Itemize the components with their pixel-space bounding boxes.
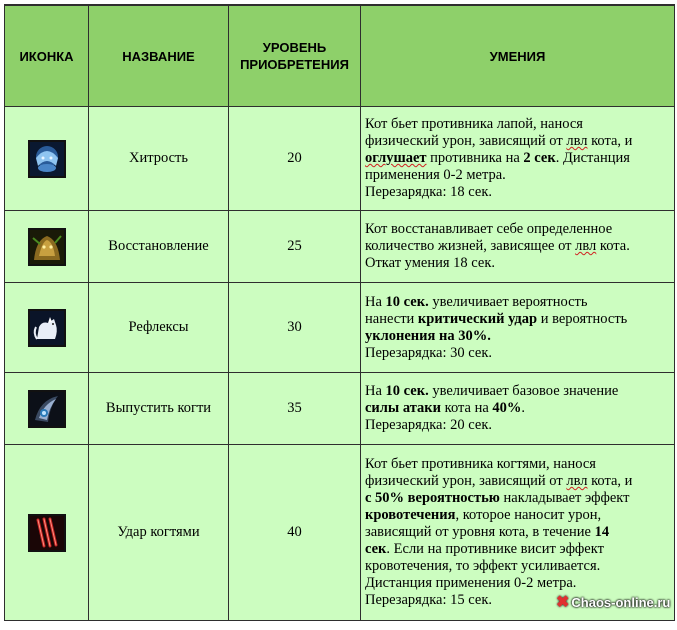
watermark-text: Chaos-online.ru <box>571 594 671 610</box>
description-segment: Откат умения 18 сек. <box>365 255 495 271</box>
description-line <box>365 400 670 417</box>
description-segment: На <box>365 293 386 310</box>
skill-name: Хитрость <box>89 107 229 211</box>
description-line <box>365 184 670 201</box>
description-segment: Перезарядка: 18 сек. <box>365 184 492 200</box>
description-segment: увеличивает вероятность <box>428 293 588 310</box>
description-segment: 14 <box>594 524 610 540</box>
description-line <box>365 383 670 400</box>
header-skills: УМЕНИЯ <box>361 5 675 107</box>
description-segment: лвл <box>566 133 588 149</box>
description-segment: Перезарядка: 30 сек. <box>365 344 492 361</box>
description-line <box>365 345 670 362</box>
description-line <box>365 294 670 311</box>
description-line <box>365 238 670 255</box>
description-segment: количество жизней, зависящее от <box>365 238 576 254</box>
skill-name: Удар когтями <box>89 445 229 621</box>
description-segment: лвл <box>575 238 597 254</box>
skill-level: 20 <box>229 107 361 211</box>
description-segment: увеличивает базовое значение <box>428 383 619 399</box>
description-segment: кровотечения, то эффект усиливается. <box>365 558 601 574</box>
skill-description <box>361 283 675 373</box>
watermark <box>556 592 670 612</box>
description-segment: зависящий от уровня кота, в течение <box>365 524 595 540</box>
description-line <box>365 575 670 592</box>
description-segment: Перезарядка: 20 сек. <box>365 417 492 433</box>
description-segment: физический урон, зависящий от <box>365 473 567 489</box>
skill-name: Восстановление <box>89 211 229 283</box>
header-icon: ИКОНКА <box>5 5 89 107</box>
skill-level: 30 <box>229 283 361 373</box>
skill-name: Рефлексы <box>89 283 229 373</box>
description-segment: 10 сек. <box>385 293 429 310</box>
description-segment: кровотечения <box>365 507 456 523</box>
description-line <box>365 133 670 150</box>
description-line <box>365 456 670 473</box>
description-segment: Кот восстанавливает себе определенное <box>365 221 613 237</box>
description-line <box>365 507 670 524</box>
skill-description <box>361 107 675 211</box>
description-segment: Перезарядка: 15 сек. <box>365 592 492 608</box>
skill-level: 35 <box>229 373 361 445</box>
description-segment: накладывает эффект <box>499 490 630 506</box>
description-segment: сек <box>365 541 387 557</box>
description-segment: с 50% вероятностью <box>365 490 500 506</box>
description-line <box>365 417 670 434</box>
description-line <box>365 255 670 272</box>
skill-name: Выпустить когти <box>89 373 229 445</box>
description-segment: оглушает <box>365 150 427 166</box>
description-line <box>365 328 670 345</box>
description-segment: кота на <box>441 400 493 416</box>
table-row <box>5 107 675 211</box>
white-cat-icon <box>28 309 66 347</box>
description-segment: 40% <box>492 400 522 416</box>
golden-beast-icon <box>28 228 66 266</box>
header-row <box>5 5 675 107</box>
claw-blade-icon <box>28 390 66 428</box>
description-line <box>365 541 670 558</box>
x-logo-icon: ✖ <box>556 594 570 611</box>
description-segment: и вероятность <box>537 310 628 327</box>
description-segment: . <box>521 400 526 416</box>
description-segment: . Если на противнике висит эффект <box>386 541 604 557</box>
icon-cell <box>5 211 89 283</box>
description-segment: Дистанция применения 0-2 метра. <box>365 575 577 591</box>
description-segment: На <box>365 383 386 399</box>
description-line <box>365 116 670 133</box>
description-segment: кота. <box>596 238 630 254</box>
skill-level: 25 <box>229 211 361 283</box>
description-segment: 10 сек. <box>385 383 429 399</box>
description-segment: противника на <box>426 150 524 166</box>
description-line <box>365 167 670 184</box>
description-segment: , которое наносит урон, <box>455 507 602 523</box>
icon-cell <box>5 283 89 373</box>
description-segment: Кот бьет противника когтями, нанося <box>365 456 596 472</box>
blue-helmet-spirit-icon <box>28 140 66 178</box>
description-line <box>365 473 670 490</box>
icon-cell <box>5 445 89 621</box>
skills-table <box>4 4 675 621</box>
description-segment: критический удар <box>417 310 538 327</box>
description-line <box>365 524 670 541</box>
description-line <box>365 311 670 328</box>
skill-description <box>361 373 675 445</box>
description-segment: 2 сек <box>523 150 556 166</box>
description-line <box>365 490 670 507</box>
skill-description <box>361 211 675 283</box>
description-segment: Кот бьет противника лапой, нанося <box>365 116 583 132</box>
icon-cell <box>5 107 89 211</box>
description-line <box>365 221 670 238</box>
header-name: НАЗВАНИЕ <box>89 5 229 107</box>
description-segment: применения 0-2 метра. <box>365 167 506 183</box>
icon-cell <box>5 373 89 445</box>
description-segment: физический урон, зависящий от <box>365 133 567 149</box>
description-segment: кота, и <box>587 473 633 489</box>
description-segment: нанести <box>365 310 418 327</box>
description-line <box>365 558 670 575</box>
table-row <box>5 283 675 373</box>
description-segment: силы атаки <box>365 400 442 416</box>
description-segment: лвл <box>566 473 588 489</box>
red-claw-slash-icon <box>28 514 66 552</box>
table-row <box>5 211 675 283</box>
skill-level: 40 <box>229 445 361 621</box>
header-level: УРОВЕНЬ ПРИОБРЕТЕНИЯ <box>229 5 361 107</box>
description-segment: кота, и <box>587 133 633 149</box>
description-segment: . Дистанция <box>555 150 630 166</box>
description-line <box>365 150 670 167</box>
description-segment: уклонения на 30%. <box>365 327 491 344</box>
table-row <box>5 373 675 445</box>
